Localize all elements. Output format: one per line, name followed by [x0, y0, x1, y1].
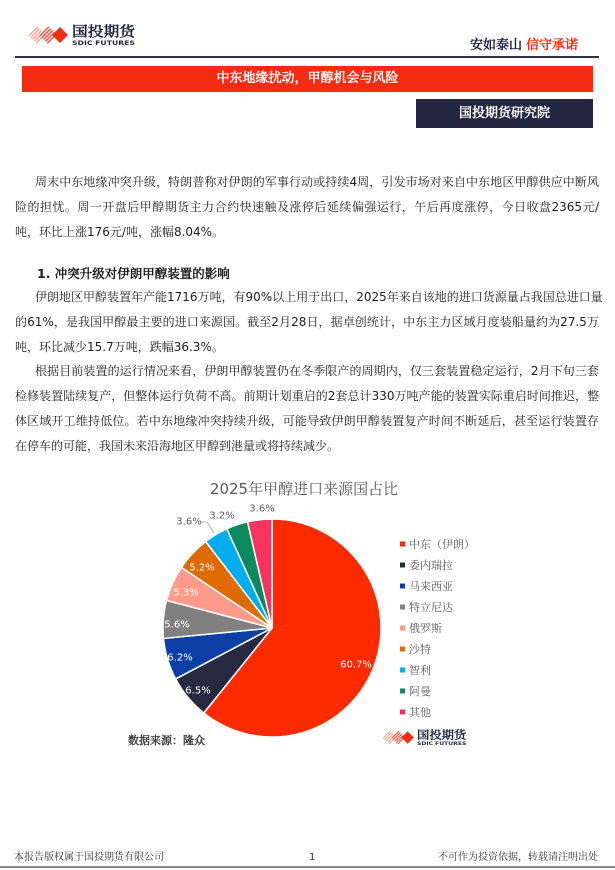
- chart-legend: [400, 537, 475, 719]
- logo-name-en: SDIC FUTURES: [72, 39, 135, 47]
- data-label-malaysia: 6.2%: [167, 652, 193, 664]
- legend-item-venezuela: [400, 558, 453, 572]
- legend-label: 其他: [409, 706, 431, 719]
- paragraph-line: 在停车的可能，我国未来沿海地区甲醇到港量或将持续减少。: [15, 439, 340, 453]
- legend-swatch-icon: [400, 710, 405, 715]
- section1-paragraph2: [15, 359, 599, 459]
- legend-item-others: [400, 705, 431, 719]
- institute-label: 国投期货研究院: [416, 99, 593, 128]
- paragraph-line: 吨，环比上涨176元/吨，涨幅8.04%。: [15, 225, 225, 239]
- leader-line-chile: [201, 522, 214, 533]
- footer-disclaimer: 不可作为投资依据，转载请注明出处: [438, 852, 598, 863]
- pie-leader-lines: [201, 522, 214, 533]
- legend-label: 沙特: [409, 643, 431, 656]
- chart-title: 2025年甲醇进口来源国占比: [209, 480, 399, 498]
- legend-label: 中东（伊朗）: [409, 538, 475, 551]
- data-label-chile: 3.6%: [176, 516, 202, 528]
- legend-swatch-icon: [400, 689, 405, 694]
- legend-swatch-icon: [400, 647, 405, 652]
- footer-divider: [0, 866, 615, 868]
- company-logo: [26, 23, 141, 47]
- legend-swatch-icon: [400, 542, 405, 547]
- chart-source-note: 数据来源：隆众: [128, 734, 205, 747]
- paragraph-line: 吨，环比减少15.7万吨，跌幅36.3%。: [15, 340, 224, 354]
- legend-item-malaysia: [400, 579, 453, 593]
- legend-label: 阿曼: [409, 685, 431, 698]
- logo-diamond-icon: [383, 730, 414, 744]
- paragraph-line: 周末中东地缘冲突升级，特朗普称对伊朗的军事行动或持续4周，引发市场对来自中东地区甲醇供应中断风: [35, 175, 599, 189]
- legend-label: 俄罗斯: [409, 622, 442, 635]
- legend-swatch-icon: [400, 605, 405, 610]
- section1-paragraph1: [15, 285, 603, 360]
- data-label-others: 3.6%: [249, 503, 275, 515]
- legend-swatch-icon: [400, 668, 405, 673]
- slogan: [440, 38, 578, 54]
- legend-label: 马来西亚: [409, 580, 453, 593]
- chart-watermark-logo: [381, 728, 471, 747]
- legend-swatch-icon: [400, 584, 405, 589]
- pie-chart: [100, 470, 520, 755]
- legend-swatch-icon: [400, 626, 405, 631]
- paragraph-line: 体区域开工维持低位。若中东地缘冲突持续升级，可能导致伊朗甲醇装置复产时间不断延后，甚至运行装置存: [15, 414, 599, 428]
- data-label-middle-east-iran: 60.7%: [340, 659, 372, 671]
- data-label-oman: 3.2%: [209, 510, 235, 522]
- slogan-part2: 信守承诺: [525, 38, 578, 53]
- legend-item-russia: [400, 621, 442, 635]
- paragraph-line: 根据目前装置的运行情况来看，伊朗甲醇装置仍在冬季限产的周期内，仅三套装置稳定运行，2月下旬三套: [35, 364, 599, 378]
- legend-item-trinidad: [400, 600, 453, 614]
- legend-label: 委内瑞拉: [409, 559, 453, 572]
- legend-label: 特立尼达: [409, 601, 453, 614]
- legend-item-middle-east-iran: [400, 537, 475, 551]
- footer-copyright: 本报告版权属于国投期货有限公司: [14, 852, 164, 863]
- data-label-trinidad: 5.6%: [164, 619, 190, 631]
- page-number: 1: [309, 852, 316, 863]
- paragraph-line: 的61%，是我国甲醇最主要的进口来源国。截至2月28日，据卓创统计，中东主力区域月度装船量约为27.5万: [15, 315, 599, 329]
- watermark-name-en: SDIC FUTURES: [417, 742, 456, 747]
- report-title-banner: 中东地缘扰动，甲醇机会与风险: [22, 66, 593, 92]
- paragraph-line: 检修装置陆续复产，但整体运行负荷不高。前期计划重启的2套总计330万吨产能的装置实际重启时间推迟，整: [15, 389, 599, 403]
- data-label-russia: 5.3%: [173, 587, 199, 599]
- legend-item-oman: [400, 685, 431, 698]
- paragraph-line: 险的担忧。周一开盘后甲醇期货主力合约快速触及涨停后延续偏强运行，午后再度涨停，今日收盘2365元/: [15, 200, 599, 214]
- header-divider: [15, 56, 599, 58]
- legend-label: 智利: [409, 664, 431, 677]
- intro-paragraph: [15, 170, 599, 245]
- section-heading: 1. 冲突升级对伊朗甲醇装置的影响: [37, 266, 230, 281]
- legend-swatch-icon: [400, 563, 405, 568]
- legend-item-chile: [400, 663, 431, 677]
- watermark-name-cn: 国投期货: [417, 728, 461, 742]
- logo-diamond-icon: [28, 26, 68, 44]
- legend-item-saudi: [400, 642, 431, 656]
- data-label-saudi: 5.2%: [189, 562, 215, 574]
- slogan-part1: 安如泰山: [469, 38, 522, 53]
- paragraph-line: 伊朗地区甲醇装置年产能1716万吨，有90%以上用于出口，2025年来自该地的进口货源量占我国总进口量: [35, 290, 603, 304]
- logo-name-cn: 国投期货: [72, 24, 128, 41]
- data-label-venezuela: 6.5%: [185, 685, 211, 697]
